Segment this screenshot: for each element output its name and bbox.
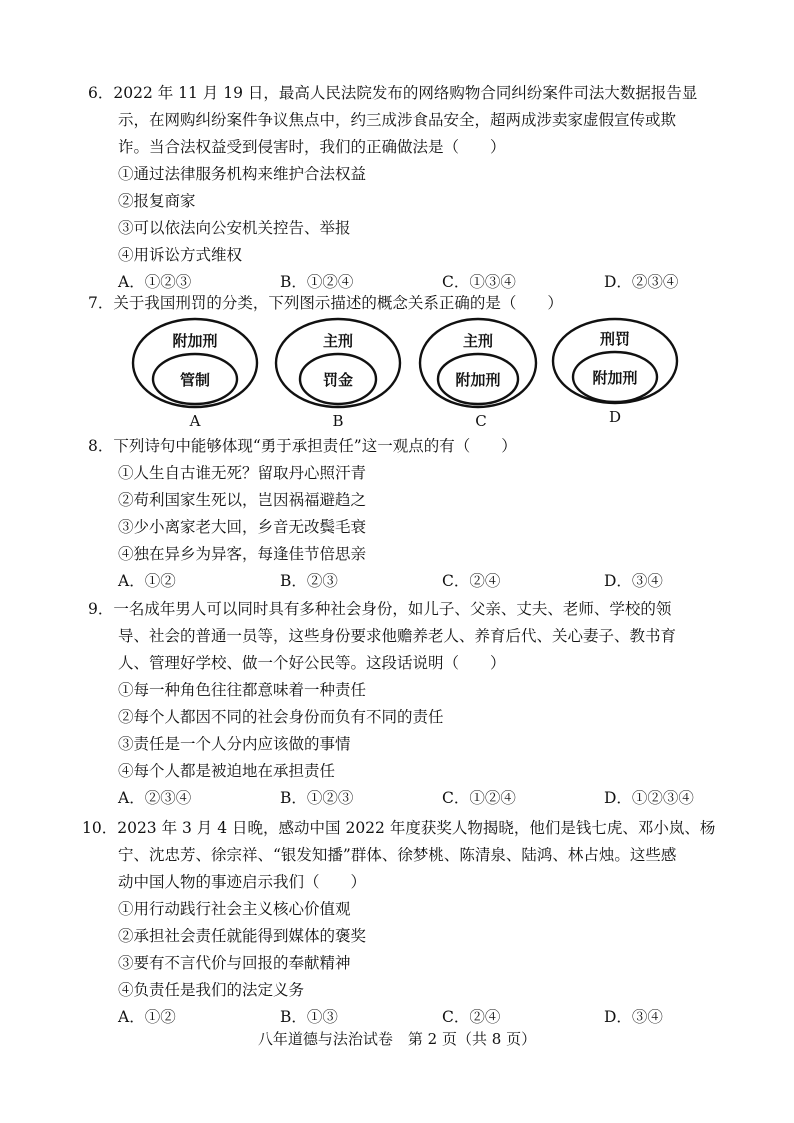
q9-line-3: 人、管理好学校、做一个好公民等。这段话说明（ ）: [118, 654, 506, 672]
q10-item-1: ①用行动践行社会主义核心价值观: [118, 900, 351, 918]
q7-diagram-b-svg: [273, 316, 403, 411]
q7-b-outer-label: 主刑: [322, 332, 354, 350]
q6-item-4: ④用诉讼方式维权: [118, 246, 243, 264]
q8-option-d[interactable]: D．③④: [604, 572, 663, 590]
q9-option-c[interactable]: C．①②④: [442, 789, 516, 807]
q6-line-1: 6．2022 年 11 月 19 日，最高人民法院发布的网络购物合同纠纷案件司法大数据报告显: [88, 84, 698, 102]
q6-option-d[interactable]: D．②③④: [604, 273, 679, 291]
q10-option-d[interactable]: D．③④: [604, 1008, 663, 1026]
question-10: [82, 815, 732, 1031]
q7-c-caption: C: [475, 412, 487, 430]
q10-line-2: 宁、沈忠芳、徐宗祥、“银发知播”群体、徐梦桃、陈清泉、陆鸿、林占烛。这些感: [118, 846, 677, 864]
q9-item-1: ①每一种角色往往都意味着一种责任: [118, 681, 367, 699]
q9-option-d[interactable]: D．①②③④: [604, 789, 694, 807]
q7-diagram-b[interactable]: [273, 316, 403, 431]
q7-c-outer-label: 主刑: [462, 332, 494, 350]
q6-line-2: 示，在网购纠纷案件争议焦点中，约三成涉食品安全，超两成涉卖家虚假宣传或欺: [118, 111, 677, 129]
q8-options: [88, 568, 738, 595]
q10-item-2: ②承担社会责任就能得到媒体的褒奖: [118, 927, 367, 945]
q8-line-1: 8．下列诗句中能够体现“勇于承担责任”这一观点的有（ ）: [88, 437, 517, 455]
q7-diagrams: [130, 316, 690, 431]
q7-a-caption: A: [189, 412, 201, 430]
q6-option-c[interactable]: C．①③④: [442, 273, 516, 291]
q7-d-caption: D: [608, 408, 622, 426]
question-6: [88, 80, 738, 296]
q10-options: [82, 1004, 732, 1031]
q10-line-1: 10．2023 年 3 月 4 日晚，感动中国 2022 年度获奖人物揭晓，他们是钱七虎、邓小岚、杨: [82, 819, 716, 837]
q10-option-c[interactable]: C．②④: [442, 1008, 501, 1026]
q8-item-1: ①人生自古谁无死？留取丹心照汗青: [118, 464, 367, 482]
q9-item-2: ②每个人都因不同的社会身份而负有不同的责任: [118, 708, 444, 726]
q7-c-inner-label: 附加刑: [455, 371, 501, 389]
q8-option-b[interactable]: B．②③: [280, 572, 338, 590]
q9-line-2: 导、社会的普通一员等，这些身份要求他赡养老人、养育后代、关心妻子、教书育: [118, 627, 677, 645]
q7-diagram-c-svg: [416, 316, 546, 411]
q10-item-4: ④负责任是我们的法定义务: [118, 981, 305, 999]
q10-option-a[interactable]: A．①②: [118, 1008, 176, 1026]
q9-item-3: ③责任是一个人分内应该做的事情: [118, 735, 351, 753]
q8-item-3: ③少小离家老大回，乡音无改鬓毛衰: [118, 518, 367, 536]
q7-diagram-a-svg: [130, 316, 260, 411]
q7-b-caption: B: [332, 412, 344, 430]
q7-d-inner-label: 附加刑: [592, 369, 638, 387]
q7-a-inner-label: 管制: [179, 371, 211, 389]
q7-line-1: 7．关于我国刑罚的分类，下列图示描述的概念关系正确的是（ ）: [88, 294, 563, 312]
q8-item-4: ④独在异乡为异客，每逢佳节倍思亲: [118, 545, 367, 563]
q9-option-b[interactable]: B．①②③: [280, 789, 354, 807]
q7-diagram-a[interactable]: [130, 316, 260, 431]
q8-option-a[interactable]: A．①②: [118, 572, 176, 590]
q6-line-3: 诈。当合法权益受到侵害时，我们的正确做法是（ ）: [118, 138, 506, 156]
q6-item-3: ③可以依法向公安机关控告、举报: [118, 219, 351, 237]
q6-option-a[interactable]: A．①②③: [118, 273, 192, 291]
q9-options: [88, 785, 738, 812]
q7-d-outer-label: 刑罚: [599, 330, 631, 348]
q8-option-c[interactable]: C．②④: [442, 572, 501, 590]
q6-option-b[interactable]: B．①②④: [280, 273, 354, 291]
q7-a-outer-label: 附加刑: [172, 332, 218, 350]
q9-line-1: 9．一名成年男人可以同时具有多种社会身份，如儿子、父亲、丈夫、老师、学校的领: [88, 600, 672, 618]
q7-b-inner-label: 罚金: [322, 371, 354, 389]
q7-diagram-c[interactable]: [416, 316, 546, 431]
page-footer: 八年道德与法治试卷 第 2 页（共 8 页）: [257, 1030, 537, 1048]
q10-item-3: ③要有不言代价与回报的奉献精神: [118, 954, 351, 972]
q6-item-2: ②报复商家: [118, 192, 196, 210]
q7-diagram-d[interactable]: [550, 316, 680, 431]
question-7: [88, 290, 738, 317]
question-9: [88, 596, 738, 812]
q6-item-1: ①通过法律服务机构来维护合法权益: [118, 165, 367, 183]
q7-diagram-d-svg: [550, 316, 680, 411]
q9-option-a[interactable]: A．②③④: [118, 789, 192, 807]
question-8: [88, 433, 738, 595]
q8-item-2: ②苟利国家生死以，岂因祸福避趋之: [118, 491, 367, 509]
q10-line-3: 动中国人物的事迹启示我们（ ）: [118, 873, 367, 891]
q9-item-4: ④每个人都是被迫地在承担责任: [118, 762, 336, 780]
q10-option-b[interactable]: B．①③: [280, 1008, 338, 1026]
